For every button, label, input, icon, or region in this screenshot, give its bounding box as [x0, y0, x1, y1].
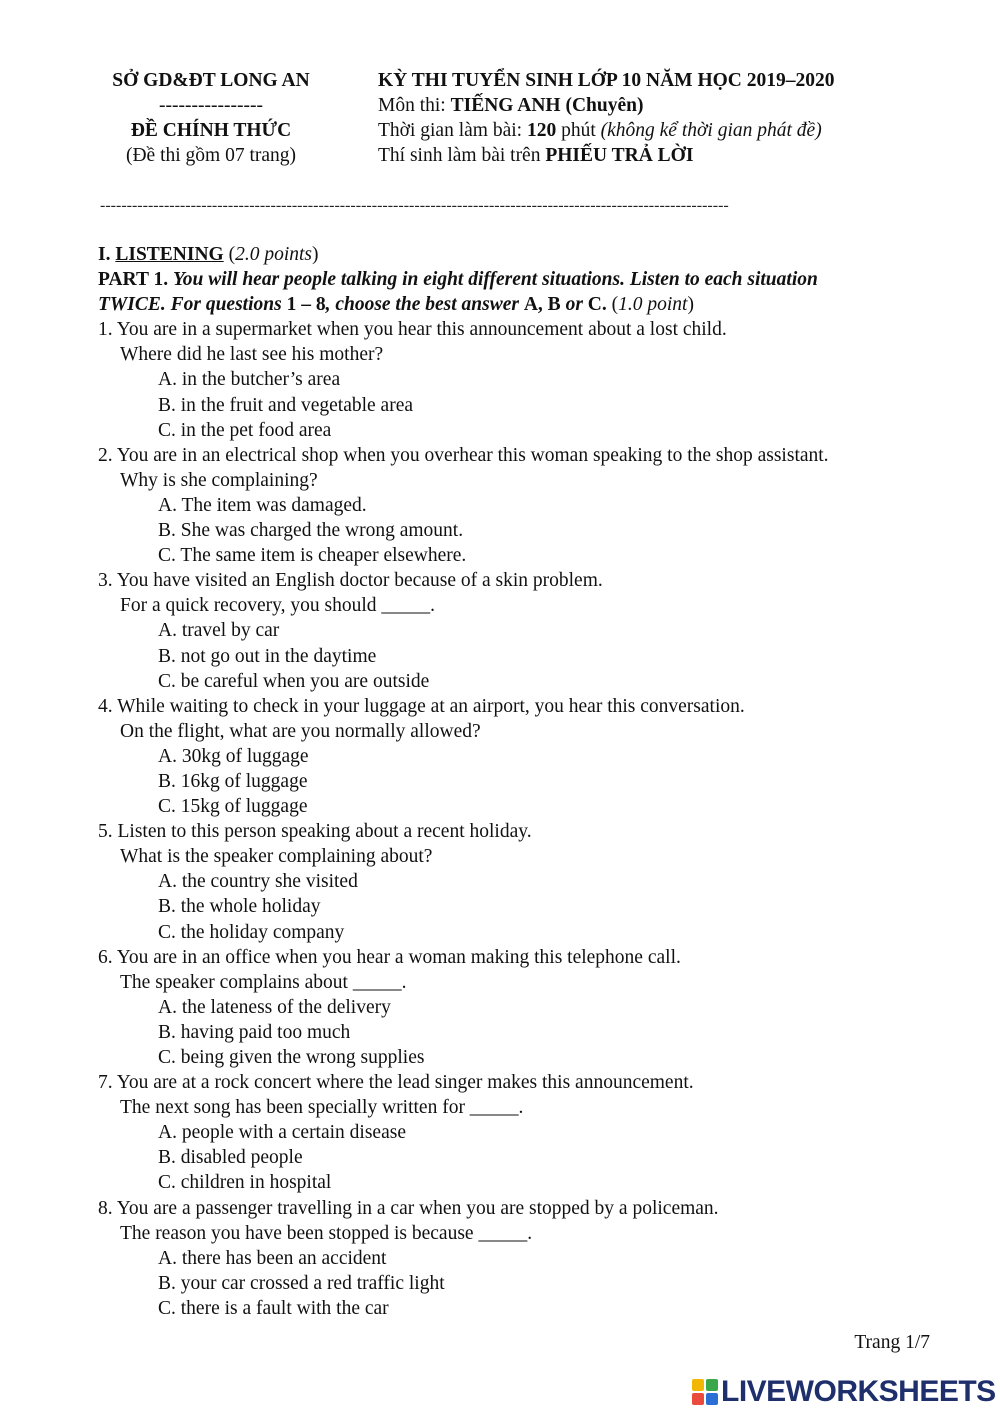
question-intro: 1. You are in a supermarket when you hear this announcement about a lost child. [98, 319, 727, 341]
question-stem: On the flight, what are you normally allowed? [120, 720, 481, 742]
question-stem: The reason you have been stopped is because _____. [120, 1222, 533, 1244]
option-b[interactable]: B. She was charged the wrong amount. [158, 520, 464, 542]
question-stem: For a quick recovery, you should _____. [120, 595, 436, 617]
option-b[interactable]: B. your car crossed a red traffic light [158, 1272, 445, 1294]
question-intro: 5. Listen to this person speaking about a recent holiday. [98, 821, 532, 843]
question-intro: 4. While waiting to check in your luggage at an airport, you hear this conversation. [98, 695, 745, 717]
question-8 [98, 1196, 938, 1321]
part-instruction-line-2 [98, 292, 938, 317]
part-instruction-1: You will hear people talking in eight different situations. Listen to each situation [172, 269, 818, 291]
question-4 [98, 694, 938, 819]
question-6 [98, 945, 938, 1070]
section-points: 2.0 points [235, 244, 313, 265]
department-name: SỞ GD&ĐT LONG AN [112, 70, 310, 91]
part-instruction-2d: A [523, 294, 538, 316]
option-a[interactable]: A. there has been an accident [158, 1247, 387, 1269]
option-c[interactable]: C. in the pet food area [158, 419, 332, 441]
liveworksheets-logo-icon [692, 1379, 718, 1405]
question-3 [98, 568, 938, 693]
logo-block-1 [692, 1379, 704, 1391]
header-left [92, 68, 330, 168]
logo-block-3 [692, 1393, 704, 1405]
question-intro: 7. You are at a rock concert where the lead singer makes this announcement. [98, 1072, 694, 1094]
question-stem: What is the speaker complaining about? [120, 846, 433, 868]
part-instruction-2c: , choose the best answer [325, 294, 524, 316]
question-intro: 8. You are a passenger travelling in a car when you are stopped by a policeman. [98, 1197, 719, 1219]
logo-block-2 [706, 1379, 718, 1391]
part-points-close: ) [687, 294, 694, 316]
option-a[interactable]: A. 30kg of luggage [158, 745, 309, 767]
part-points-open: ( [606, 294, 619, 316]
option-a[interactable]: A. The item was damaged. [158, 494, 367, 516]
separator-line: ---------------------------------------------------------------------------------------------------------------------- [100, 197, 729, 214]
header-right [378, 68, 978, 168]
question-1 [98, 317, 938, 442]
question-intro: 2. You are in an electrical shop when you overhear this woman speaking to the shop assistant. [98, 444, 829, 466]
part-instruction-2a: TWICE. For questions [98, 294, 287, 316]
part-instruction-2h: C. [587, 294, 607, 316]
question-stem: The next song has been specially written for _____. [120, 1097, 524, 1119]
subject-value: TIẾNG ANH (Chuyên) [450, 95, 644, 116]
section-number: I. [98, 244, 116, 265]
liveworksheets-wordmark: LIVEWORKSHEETS [721, 1375, 996, 1408]
exam-title: KỲ THI TUYỂN SINH LỚP 10 NĂM HỌC 2019–2020 [378, 70, 835, 91]
option-c[interactable]: C. be careful when you are outside [158, 670, 430, 692]
option-c[interactable]: C. there is a fault with the car [158, 1297, 389, 1319]
option-b[interactable]: B. disabled people [158, 1147, 303, 1169]
question-7 [98, 1070, 938, 1195]
option-c[interactable]: C. the holiday company [158, 921, 345, 943]
subject-line [378, 93, 978, 118]
option-b[interactable]: B. in the fruit and vegetable area [158, 394, 414, 416]
part-instruction-2g: or [560, 294, 588, 316]
option-c[interactable]: C. 15kg of luggage [158, 796, 308, 818]
option-b[interactable]: B. not go out in the daytime [158, 645, 377, 667]
exam-body [98, 242, 938, 1321]
option-a[interactable]: A. in the butcher’s area [158, 369, 341, 391]
time-value: 120 [526, 120, 557, 141]
question-stem: Where did he last see his mother? [120, 344, 384, 366]
part-instruction-line-1 [98, 267, 938, 292]
option-a[interactable]: A. the country she visited [158, 871, 358, 893]
option-c[interactable]: C. being given the wrong supplies [158, 1047, 425, 1068]
option-a[interactable]: A. the lateness of the delivery [158, 996, 391, 1018]
option-b[interactable]: B. having paid too much [158, 1021, 351, 1043]
option-c[interactable]: C. children in hospital [158, 1172, 332, 1194]
logo-block-4 [706, 1393, 718, 1405]
question-2 [98, 443, 938, 568]
time-label: Thời gian làm bài: [378, 120, 527, 141]
page-count: (Đề thi gồm 07 trang) [125, 145, 297, 166]
question-intro: 6. You are in an office when you hear a woman making this telephone call. [98, 946, 681, 968]
section-title: LISTENING [115, 244, 224, 265]
official-label: ĐỀ CHÍNH THỨC [130, 120, 292, 141]
option-a[interactable]: A. travel by car [158, 620, 280, 642]
time-note: (không kể thời gian phát đề) [600, 120, 822, 141]
question-5 [98, 819, 938, 944]
part-instruction-2b: 1 – 8 [286, 294, 326, 316]
part-points: 1.0 point [618, 294, 688, 316]
part-instruction-2f: B [547, 294, 561, 316]
part-instruction-2e: , [537, 294, 548, 316]
page-number: Trang 1/7 [854, 1332, 930, 1353]
part-label: PART 1. [98, 269, 173, 291]
option-a[interactable]: A. people with a certain disease [158, 1122, 406, 1144]
option-b[interactable]: B. the whole holiday [158, 896, 321, 918]
time-unit: phút [556, 120, 601, 141]
answer-value: PHIẾU TRẢ LỜI [545, 145, 694, 166]
section-points-open: ( [223, 244, 236, 265]
section-heading [98, 242, 938, 267]
question-intro: 3. You have visited an English doctor because of a skin problem. [98, 570, 603, 592]
question-stem: The speaker complains about _____. [120, 971, 407, 993]
answer-label: Thí sinh làm bài trên [378, 145, 546, 166]
question-stem: Why is she complaining? [120, 469, 318, 491]
option-b[interactable]: B. 16kg of luggage [158, 770, 308, 792]
section-points-close: ) [312, 244, 319, 265]
liveworksheets-logo[interactable] [692, 1372, 996, 1412]
answer-sheet-line [378, 143, 978, 168]
option-c[interactable]: C. The same item is cheaper elsewhere. [158, 545, 467, 567]
time-line [378, 118, 978, 143]
header-dashes: ---------------- [159, 95, 263, 116]
subject-label: Môn thi: [378, 95, 451, 116]
